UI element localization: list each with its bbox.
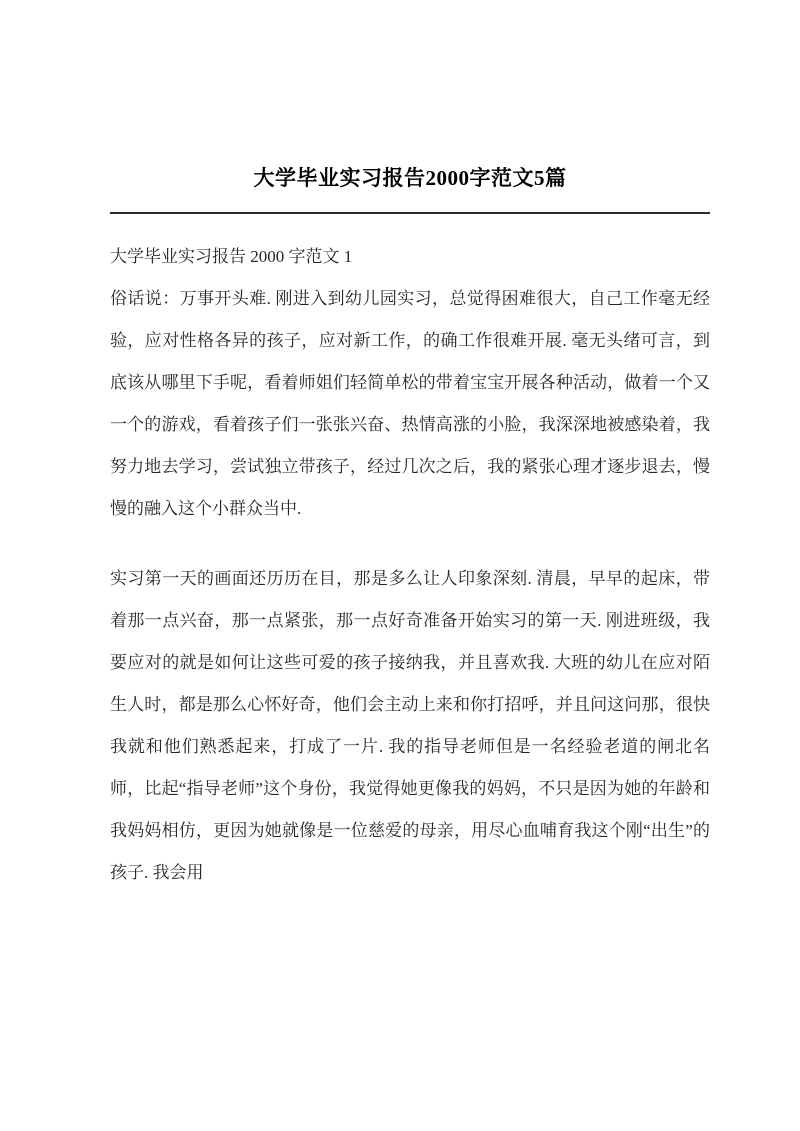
- document-content: [110, 0, 710, 894]
- document-body: [110, 236, 710, 894]
- title-divider: [110, 212, 710, 214]
- document-title: 大学毕业实习报告2000字范文5篇: [253, 166, 567, 190]
- section-heading: 大学毕业实习报告 2000 字范文 1: [110, 247, 353, 266]
- paragraph-2: 实习第一天的画面还历历在目，那是多么让人印象深刻. 清晨，早早的起床，带着那一点兴奋，那一点紧张，那一点好奇准备开始实习的第一天. 刚进班级，我要应对的就是如何让这些可爱的孩子接纳我，并且喜欢我. 大班的幼儿在应对陌生人时，都是那么心怀好奇，他们会主动上来和你打招呼，并且问这问那，很快我就和他们熟悉起来，打成了一片. 我的指导老师但是一名经验老道的闸北名师，比起“指导老师”这个身份，我觉得她更像我的妈妈，不只是因为她的年龄和我妈妈相仿，更因为她就像是一位慈爱的母亲，用尽心血哺育我这个刚“出生”的孩子. 我会用: [110, 569, 710, 882]
- paragraph-1: 俗话说：万事开头难. 刚进入到幼儿园实习，总觉得困难很大，自己工作毫无经验，应对性格各异的孩子，应对新工作，的确工作很难开展. 毫无头绪可言，到底该从哪里下手呢，看着师姐们轻简单松的带着宝宝开展各种活动，做着一个又一个的游戏，看着孩子们一张张兴奋、热情高涨的小脸，我深深地被感染着，我努力地去学习，尝试独立带孩子，经过几次之后，我的紧张心理才逐步退去，慢慢的融入这个小群众当中.: [110, 289, 710, 518]
